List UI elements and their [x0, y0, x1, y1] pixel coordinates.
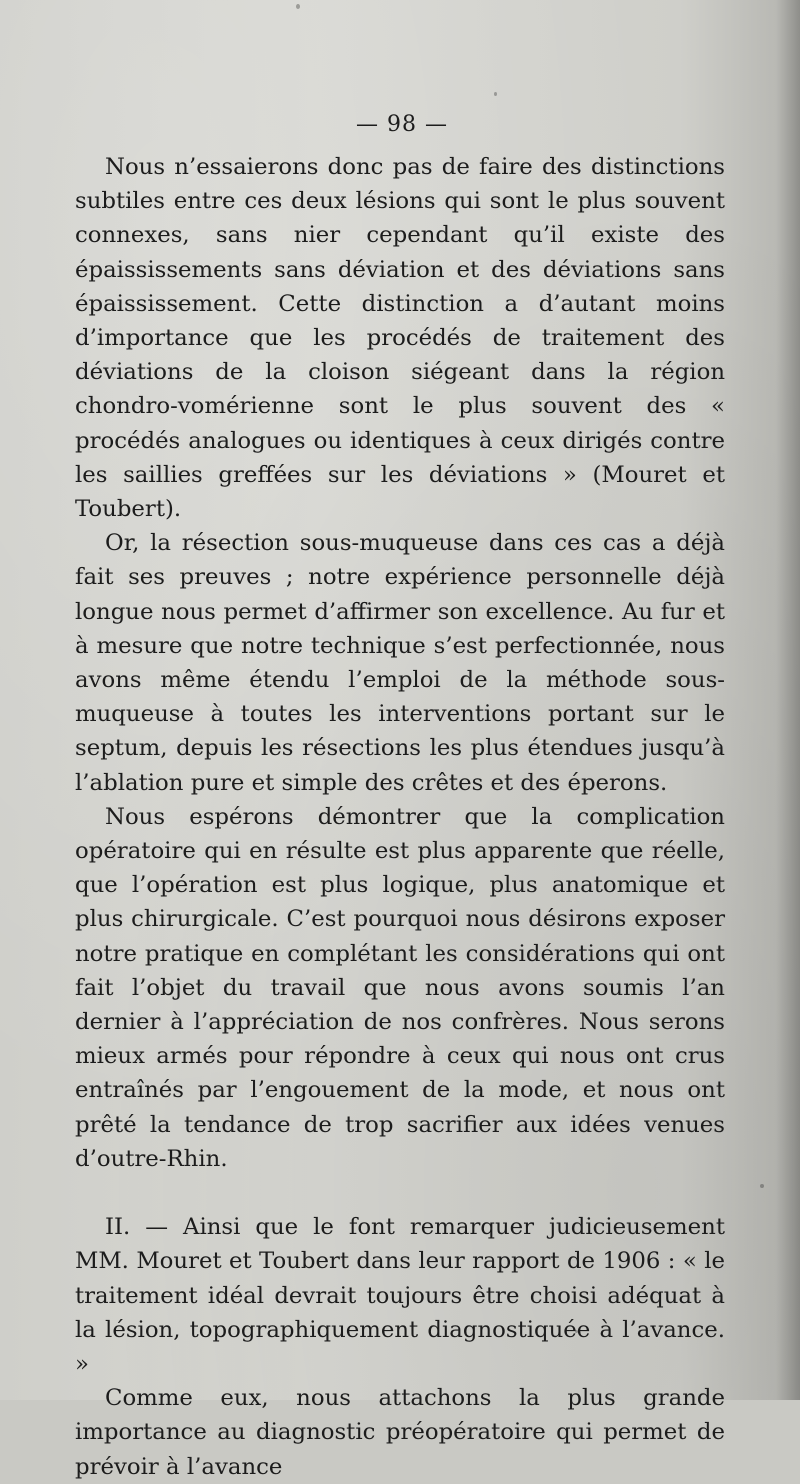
paragraph-4: II. — Ainsi que le font remarquer judicieusement MM. Mouret et Toubert dans leur rapport de 1906 : « le traitement idéal devrait toujours être choisi adéquat à la lésion, topographiquement diagnostiquée à l’avance. » — [75, 1214, 725, 1377]
scan-speck — [296, 4, 300, 9]
scan-speck — [760, 1184, 764, 1188]
page-number: — 98 — — [356, 112, 448, 137]
scan-speck — [494, 92, 497, 96]
paragraph-3: Nous espérons démontrer que la complication opératoire qui en résulte est plus apparente que réelle, que l’opération est plus logique, plus anatomique et plus chirurgicale. C’est pourquoi nous désirons exposer notre pratique en complétant les considérations qui ont fait l’objet du travail que nous avons soumis l’an dernier à l’appréciation de nos confrères. Nous serons mieux armés pour répondre à ceux qui nous ont crus entraînés par l’engouement de la mode, et nous ont prêté la tendance de trop sacrifier aux idées venues d’outre-Rhin. — [75, 803, 725, 1172]
scan-speck — [575, 1330, 578, 1333]
paragraph-1: Nous n’essaierons donc pas de faire des distinctions subtiles entre ces deux lésions qui sont le plus souvent connexes, sans nier cependant qu’il existe des épaississements sans déviation et des déviations sans épaississement. Cette distinction a d’autant moins d’importance que les procédés de traitement des déviations de la cloison siégeant dans la région chondro-vomérienne sont le plus souvent des « procédés analogues ou identiques à ceux dirigés contre les saillies greffées sur les déviations » (Mouret et Toubert). — [75, 154, 725, 523]
paragraph-2: Or, la résection sous-muqueuse dans ces cas a déjà fait ses preuves ; notre expérience personnelle déjà longue nous permet d’affirmer son excellence. Au fur et à mesure que notre technique s’est perfectionnée, nous avons même étendu l’emploi de la méthode sous-muqueuse à toutes les interventions portant sur le septum, depuis les résections les plus étendues jusqu’à l’ablation pure et simple des crêtes et des éperons. — [75, 530, 725, 796]
body-text — [75, 150, 725, 1484]
paragraph-5: Comme eux, nous attachons la plus grande importance au diagnostic préopératoire qui permet de prévoir à l’avance — [75, 1385, 725, 1480]
